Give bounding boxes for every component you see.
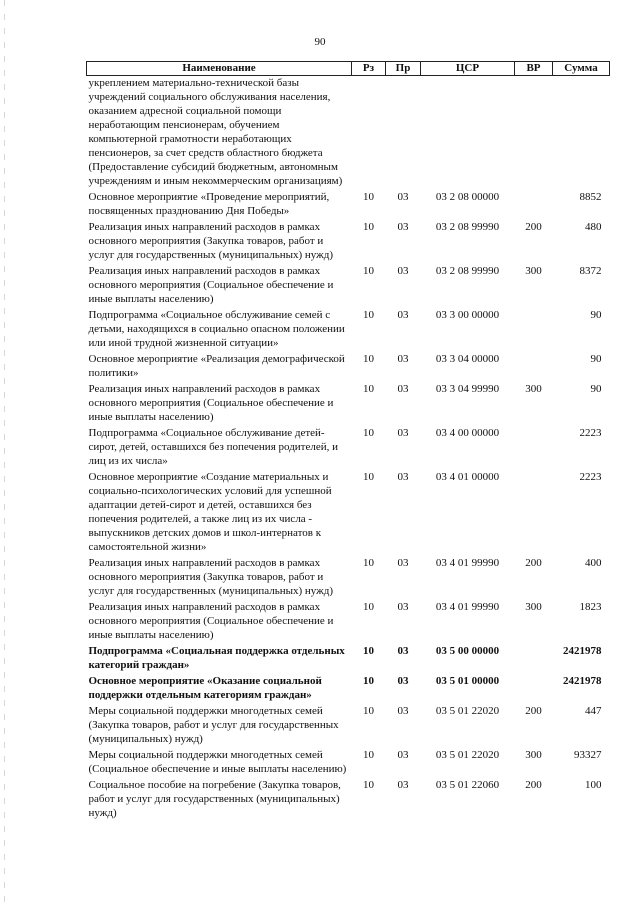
cell-csr: 03 2 08 99990: [435, 221, 500, 233]
cell-name: Подпрограмма «Социальное обслуживание семей с детьми, находящихся в социально опасном положении или иной трудной жизненной ситуации»: [88, 309, 345, 349]
cell-sum: 8372: [579, 265, 602, 277]
cell-pr: [386, 76, 421, 191]
cell-sum: 2421978: [563, 645, 602, 657]
cell-sum: 93327: [574, 749, 602, 761]
cell-vr: 200: [525, 705, 542, 717]
cell-pr: 03: [397, 383, 409, 395]
cell-sum: 480: [585, 221, 602, 233]
cell-vr: [515, 674, 553, 704]
cell-csr: 03 5 00 00000: [435, 645, 500, 657]
cell-name: Меры социальной поддержки многодетных семей (Закупка товаров, работ и услуг для государственных (муниципальных) нужд): [88, 705, 339, 745]
cell-name: Реализация иных направлений расходов в рамках основного мероприятия (Закупка товаров, работ и услуг для государственных (муниципальных) нужд): [88, 557, 334, 597]
cell-pr: 03: [397, 645, 409, 657]
table-row: [87, 600, 610, 644]
cell-name: Подпрограмма «Социальная поддержка отдельных категорий граждан»: [88, 645, 345, 671]
cell-vr: 300: [525, 749, 542, 761]
cell-rz: 10: [363, 601, 374, 613]
cell-vr: [515, 644, 553, 674]
cell-csr: 03 2 08 99990: [435, 265, 500, 277]
cell-csr: 03 5 01 00000: [435, 675, 500, 687]
cell-rz: 10: [363, 557, 374, 569]
cell-vr: 300: [525, 383, 542, 395]
cell-pr: 03: [397, 675, 409, 687]
cell-vr: [515, 76, 553, 191]
cell-sum: 2421978: [563, 675, 602, 687]
table-row: [87, 76, 610, 191]
cell-vr: 200: [525, 221, 542, 233]
cell-name: Реализация иных направлений расходов в рамках основного мероприятия (Социальное обеспечение и иные выплаты населению): [88, 601, 334, 641]
cell-rz: 10: [363, 705, 374, 717]
header-sum: Сумма: [553, 62, 610, 76]
cell-sum: 90: [590, 309, 602, 321]
cell-csr: 03 5 01 22020: [435, 705, 500, 717]
table-row: [87, 748, 610, 778]
cell-name: Реализация иных направлений расходов в рамках основного мероприятия (Социальное обеспечение и иные выплаты населению): [88, 383, 334, 423]
scan-edge-artifact: [4, 0, 5, 905]
cell-sum: 2223: [579, 427, 602, 439]
header-vr: ВР: [515, 62, 553, 76]
table-row: [87, 470, 610, 556]
cell-name: Основное мероприятие «Создание материальных и социально-психологических условий для успешной адаптации детей-сирот и детей, оставшихся без попечения родителей, а также лиц из их числа - выпускников детских домов и школ-интернатов к самостоятельной жизни»: [88, 471, 332, 553]
table-row: [87, 644, 610, 674]
cell-rz: 10: [363, 675, 374, 687]
table-row: [87, 704, 610, 748]
cell-pr: 03: [397, 353, 409, 365]
cell-csr: [421, 76, 515, 191]
page-number: 90: [314, 36, 326, 48]
cell-pr: 03: [397, 471, 409, 483]
cell-name: Подпрограмма «Социальное обслуживание детей-сирот, детей, оставшихся без попечения родителей, и лиц из их числа»: [88, 427, 339, 467]
cell-csr: 03 4 01 99990: [435, 557, 500, 569]
table-row: [87, 674, 610, 704]
cell-sum: 447: [585, 705, 602, 717]
cell-vr: [515, 426, 553, 470]
header-pr: Пр: [386, 62, 421, 76]
table-body: [87, 76, 610, 823]
table-row: [87, 308, 610, 352]
cell-rz: 10: [363, 221, 374, 233]
table-row: [87, 264, 610, 308]
cell-sum: 90: [590, 353, 602, 365]
table-row: [87, 426, 610, 470]
cell-rz: 10: [363, 779, 374, 791]
cell-pr: 03: [397, 601, 409, 613]
table-header-row: [87, 62, 610, 76]
cell-sum: 2223: [579, 471, 602, 483]
cell-csr: 03 4 00 00000: [435, 427, 500, 439]
cell-vr: 200: [525, 779, 542, 791]
cell-pr: 03: [397, 221, 409, 233]
cell-csr: 03 4 01 00000: [435, 471, 500, 483]
cell-rz: [352, 76, 386, 191]
cell-name: укреплением материально-технической базы учреждений социального обслуживания населения, оказанием адресной социальной помощи неработающим пенсионерам, обучением компьютерной грамотности неработающих пенсионеров, за счет средств областного бюджета (Предоставление субсидий бюджетным, автономным учреждениям и иным некоммерческим организациям): [88, 77, 343, 187]
cell-pr: 03: [397, 265, 409, 277]
cell-sum: 90: [590, 383, 602, 395]
cell-name: Реализация иных направлений расходов в рамках основного мероприятия (Закупка товаров, работ и услуг для государственных (муниципальных) нужд): [88, 221, 334, 261]
table-row: [87, 352, 610, 382]
cell-pr: 03: [397, 191, 409, 203]
cell-vr: [515, 308, 553, 352]
cell-pr: 03: [397, 557, 409, 569]
cell-name: Основное мероприятие «Проведение мероприятий, посвященных празднованию Дня Победы»: [88, 191, 330, 217]
cell-rz: 10: [363, 383, 374, 395]
cell-csr: 03 2 08 00000: [435, 191, 500, 203]
cell-name: Основное мероприятие «Оказание социальной поддержки отдельным категориям граждан»: [88, 675, 322, 701]
cell-rz: 10: [363, 427, 374, 439]
cell-vr: [515, 352, 553, 382]
cell-csr: 03 3 04 99990: [435, 383, 500, 395]
cell-vr: [515, 470, 553, 556]
cell-pr: 03: [397, 779, 409, 791]
cell-rz: 10: [363, 191, 374, 203]
budget-table: [86, 61, 610, 822]
cell-rz: 10: [363, 645, 374, 657]
cell-pr: 03: [397, 705, 409, 717]
cell-pr: 03: [397, 749, 409, 761]
cell-pr: 03: [397, 427, 409, 439]
cell-rz: 10: [363, 309, 374, 321]
cell-vr: 300: [525, 601, 542, 613]
cell-sum: 100: [585, 779, 602, 791]
cell-sum: 8852: [579, 191, 602, 203]
cell-name: Основное мероприятие «Реализация демографической политики»: [88, 353, 345, 379]
cell-csr: 03 5 01 22020: [435, 749, 500, 761]
table-row: [87, 556, 610, 600]
cell-csr: 03 4 01 99990: [435, 601, 500, 613]
cell-pr: 03: [397, 309, 409, 321]
header-rz: Рз: [352, 62, 386, 76]
table-row: [87, 778, 610, 822]
cell-sum: [553, 76, 610, 191]
cell-name: Меры социальной поддержки многодетных семей (Социальное обеспечение и иные выплаты населению): [88, 749, 347, 775]
cell-csr: 03 3 04 00000: [435, 353, 500, 365]
cell-vr: [515, 190, 553, 220]
header-name: Наименование: [87, 62, 352, 76]
cell-vr: 300: [525, 265, 542, 277]
cell-rz: 10: [363, 471, 374, 483]
cell-name: Социальное пособие на погребение (Закупка товаров, работ и услуг для государственных (муниципальных) нужд): [88, 779, 341, 819]
cell-sum: 1823: [579, 601, 602, 613]
table-row: [87, 190, 610, 220]
cell-vr: 200: [525, 557, 542, 569]
header-csr: ЦСР: [421, 62, 515, 76]
table-row: [87, 220, 610, 264]
cell-sum: 400: [585, 557, 602, 569]
cell-rz: 10: [363, 353, 374, 365]
cell-csr: 03 3 00 00000: [435, 309, 500, 321]
cell-rz: 10: [363, 749, 374, 761]
cell-name: Реализация иных направлений расходов в рамках основного мероприятия (Социальное обеспечение и иные выплаты населению): [88, 265, 334, 305]
cell-csr: 03 5 01 22060: [435, 779, 500, 791]
table-row: [87, 382, 610, 426]
cell-rz: 10: [363, 265, 374, 277]
